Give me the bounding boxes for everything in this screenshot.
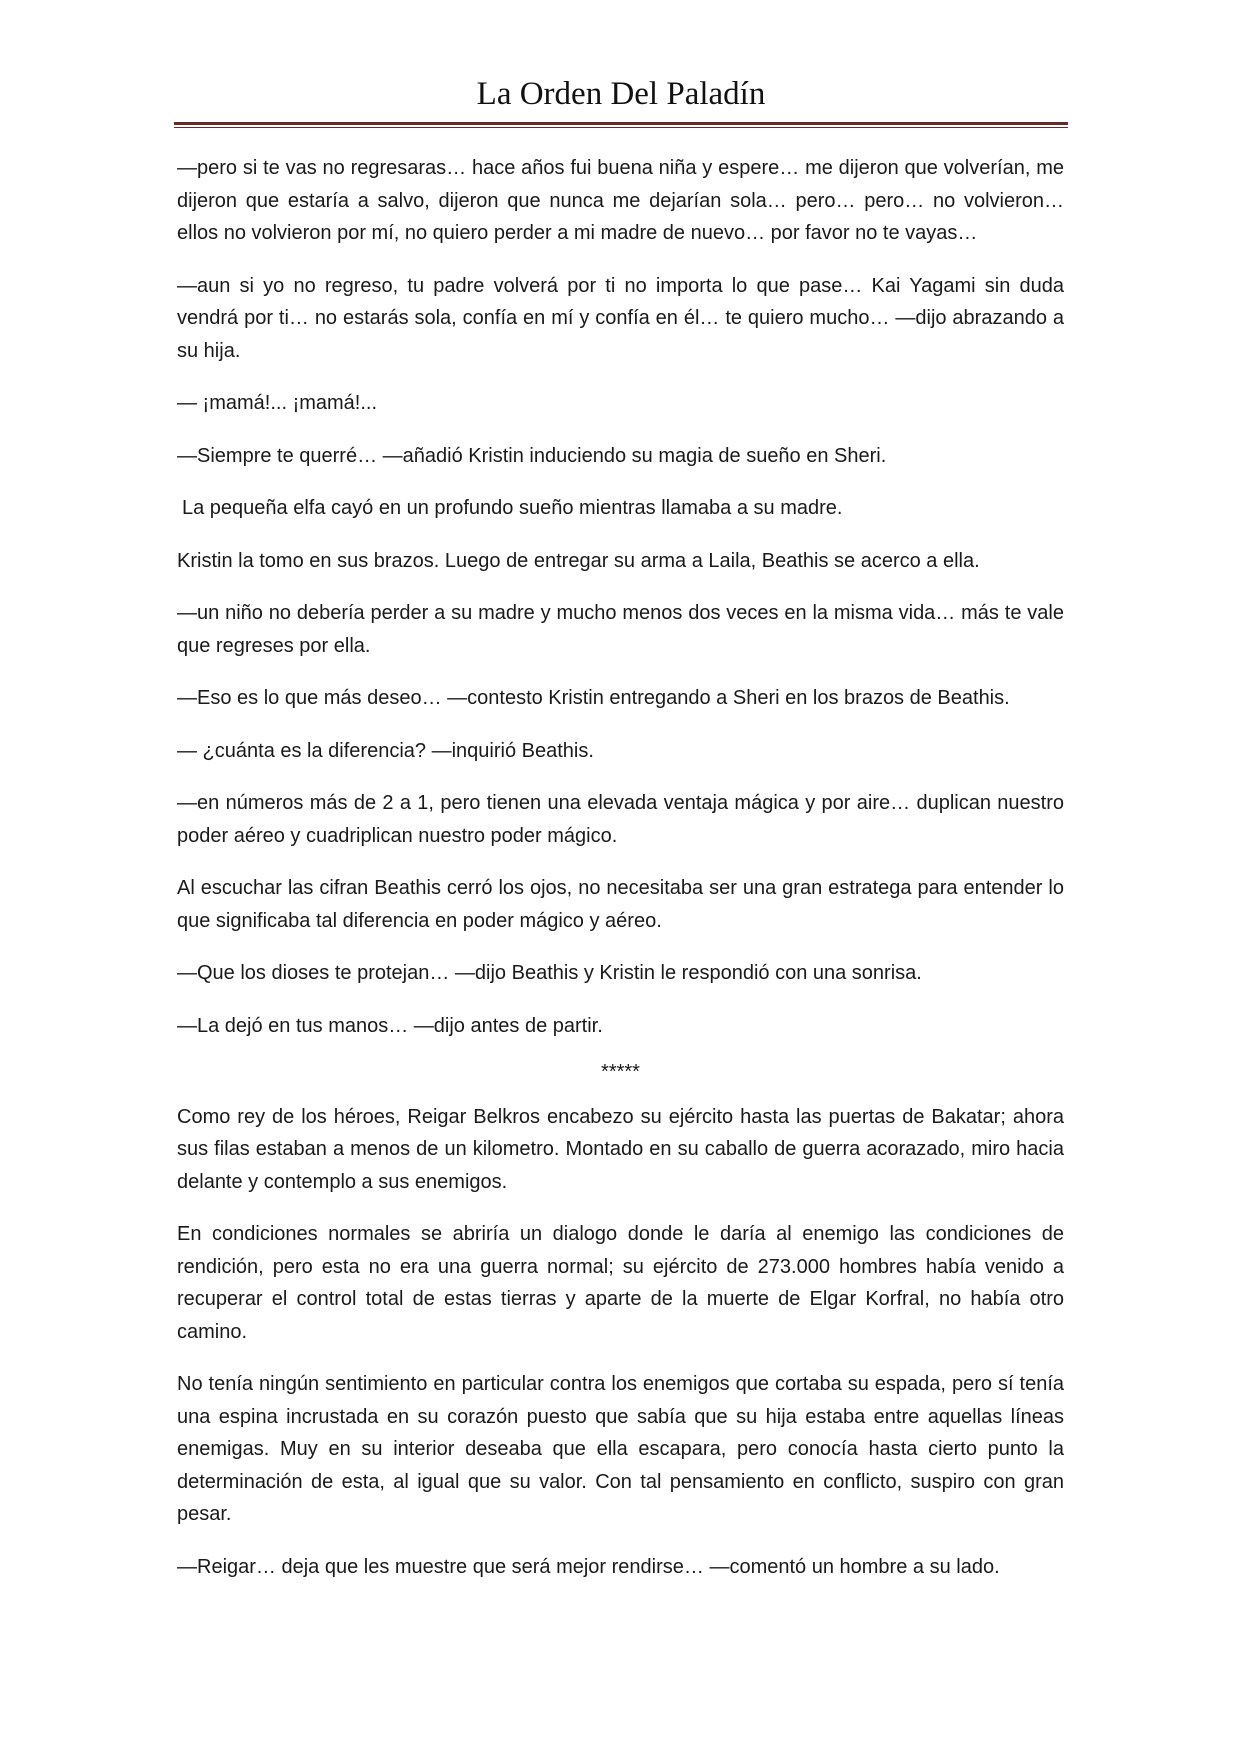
header-rule — [174, 122, 1068, 125]
paragraph: Kristin la tomo en sus brazos. Luego de entregar su arma a Laila, Beathis se acerco a ella. — [177, 549, 980, 572]
paragraph: No tenía ningún sentimiento en particular contra los enemigos que cortaba su espada, pero sí tenía una espina incrustada en su corazón puesto que sabía que su hija estaba entre aquellas líneas enemigas. Muy en su interior deseaba que ella escapara, pero conocía hasta cierto punto la determinación de esta, al igual que su valor. Con tal pensamiento en conflicto, suspiro con gran pesar. — [177, 1373, 1064, 1525]
paragraph: — ¿cuánta es la diferencia? —inquirió Beathis. — [177, 739, 594, 762]
paragraph: — ¡mamá!... ¡mamá!... — [177, 392, 378, 414]
paragraph: —aun si yo no regreso, tu padre volverá por ti no importa lo que pase… Kai Yagami sin duda vendrá por ti… no estarás sola, confía en mí y confía en él… te quiero mucho… —dijo abrazando a su hija. — [177, 274, 1064, 362]
paragraph: En condiciones normales se abriría un dialogo donde le daría al enemigo las condiciones de rendición, pero esta no era una guerra normal; su ejército de 273.000 hombres había venido a recuperar el control total de estas tierras y aparte de la muerte de Elgar Korfral, no había otro camino. — [177, 1223, 1064, 1343]
page-title: La Orden Del Paladín — [476, 76, 766, 112]
paragraph: La pequeña elfa cayó en un profundo sueño mientras llamaba a su madre. — [182, 497, 843, 519]
paragraph: —Siempre te querré… —añadió Kristin induciendo su magia de sueño en Sheri. — [177, 444, 887, 467]
paragraph: —Que los dioses te protejan… —dijo Beathis y Kristin le respondió con una sonrisa. — [177, 962, 922, 984]
paragraph: —pero si te vas no regresaras… hace años fui buena niña y espere… me dijeron que volverían, me dijeron que estaría a salvo, dijeron que nunca me dejarían sola… pero… pero… no volvieron… ellos no volvieron por mí, no quiero perder a mi madre de nuevo… por favor no te vayas… — [177, 157, 1064, 244]
paragraph: —Reigar… deja que les muestre que será mejor rendirse… —comentó un hombre a su lado. — [177, 1555, 1000, 1578]
paragraph: —La dejó en tus manos… —dijo antes de partir. — [177, 1014, 603, 1037]
paragraph: —un niño no debería perder a su madre y mucho menos dos veces en la misma vida… más te vale que regreses por ella. — [177, 602, 1064, 657]
header-rule-thin — [174, 127, 1068, 128]
scene-separator: ***** — [601, 1061, 640, 1083]
paragraph: Al escuchar las cifran Beathis cerró los ojos, no necesitaba ser una gran estratega para entender lo que significaba tal diferencia en poder mágico y aéreo. — [177, 877, 1064, 932]
paragraph: —en números más de 2 a 1, pero tienen una elevada ventaja mágica y por aire… duplican nuestro poder aéreo y cuadriplican nuestro poder mágico. — [177, 792, 1064, 847]
page-header — [174, 72, 1068, 128]
paragraph: Como rey de los héroes, Reigar Belkros encabezo su ejército hasta las puertas de Bakatar; ahora sus filas estaban a menos de un kilometro. Montado en su caballo de guerra acorazado, miro hacia delante y contemplo a sus enemigos. — [177, 1105, 1064, 1193]
paragraph: —Eso es lo que más deseo… —contesto Kristin entregando a Sheri en los brazos de Beathis. — [177, 687, 1010, 709]
body-text — [177, 152, 1064, 1603]
